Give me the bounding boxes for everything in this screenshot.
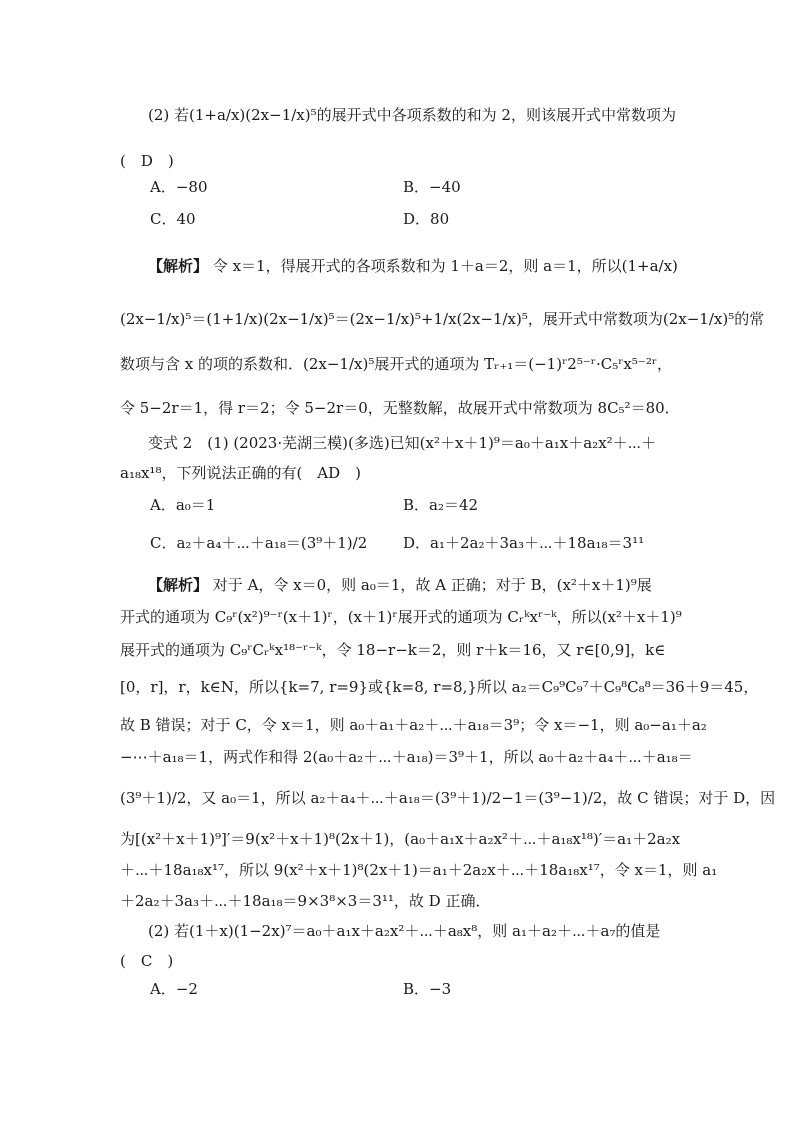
question-2-stem: (2) 若(1+a/x)(2x−1/x)⁵的展开式中各项系数的和为 2，则该展开式中常数项为 xyxy=(148,106,676,124)
option-d: D．a₁＋2a₂＋3a₃＋⋯＋18a₁₈＝3¹¹ xyxy=(403,534,645,552)
solution-line: 数项与含 x 的项的系数和．(2x−1/x)⁵展开式的通项为 Tᵣ₊₁＝(−1)ʳ2⁵⁻ʳ·C₅ʳx⁵⁻²ʳ， xyxy=(120,355,673,373)
solution-line xyxy=(148,255,708,277)
question-2-answer: ( D ) xyxy=(120,152,174,170)
option-b: B．−3 xyxy=(403,980,452,998)
option-d: D．80 xyxy=(403,210,450,228)
solution-line: [0，r]，r，k∈N，所以{k=7, r=9}或{k=8, r=8,}所以 a₂＝C₉⁹C₉⁷＋C₉⁸C₈⁸＝36＋9＝45， xyxy=(120,678,759,696)
solution-line: ＋⋯＋18a₁₈x¹⁷，所以 9(x²＋x＋1)⁸(2x＋1)＝a₁＋2a₂x＋⋯＋18a₁₈x¹⁷，令 x＝1，则 a₁ xyxy=(120,861,718,879)
solution-line: 令 5−2r＝1，得 r＝2；令 5−2r＝0，无整数解，故展开式中常数项为 8C₅²＝80． xyxy=(120,399,680,417)
option-a: A．−80 xyxy=(150,178,208,196)
question-2b-answer: ( C ) xyxy=(120,952,174,970)
solution-tag: 【解析】 xyxy=(148,576,209,594)
variant-2-stem: a₁₈x¹⁸，下列说法正确的有( AD ) xyxy=(120,464,362,482)
solution-text: 令 x＝1，得展开式的各项系数和为 1＋a＝2，则 a＝1，所以(1+a/x) xyxy=(212,257,678,275)
option-b: B．a₂＝42 xyxy=(403,496,479,514)
solution-text: 对于 A，令 x＝0，则 a₀＝1，故 A 正确；对于 B，(x²＋x＋1)⁹展 xyxy=(212,576,652,594)
option-a: A．a₀＝1 xyxy=(150,496,216,514)
solution-line: 为[(x²＋x＋1)⁹]′＝9(x²＋x＋1)⁸(2x＋1)，(a₀＋a₁x＋a₂x²＋⋯＋a₁₈x¹⁸)′＝a₁＋2a₂x xyxy=(120,830,681,848)
solution-tag: 【解析】 xyxy=(148,257,209,275)
variant-2-stem: 变式 2 (1) (2023·芜湖三模)(多选)已知(x²＋x＋1)⁹＝a₀＋a₁x＋a₂x²＋⋯＋ xyxy=(148,434,657,452)
solution-line: −⋯＋a₁₈＝1，两式作和得 2(a₀＋a₂＋⋯＋a₁₈)＝3⁹＋1，所以 a₀＋a₂＋a₄＋⋯＋a₁₈＝ xyxy=(120,748,693,766)
option-b: B．−40 xyxy=(403,178,461,196)
option-a: A．−2 xyxy=(150,980,198,998)
solution-line: 开式的通项为 C₉ʳ(x²)⁹⁻ʳ(x＋1)ʳ，(x＋1)ʳ展开式的通项为 Cᵣᵏxʳ⁻ᵏ，所以(x²＋x＋1)⁹ xyxy=(120,608,682,626)
solution-line: (2x−1/x)⁵＝(1+1/x)(2x−1/x)⁵＝(2x−1/x)⁵+1/x(2x−1/x)⁵，展开式中常数项为(2x−1/x)⁵的常 xyxy=(120,310,765,328)
solution-line: 故 B 错误；对于 C，令 x＝1，则 a₀＋a₁＋a₂＋⋯＋a₁₈＝3⁹；令 x＝−1，则 a₀−a₁＋a₂ xyxy=(120,716,707,734)
solution-line: ＋2a₂＋3a₃＋⋯＋18a₁₈＝9×3⁸×3＝3¹¹，故 D 正确． xyxy=(120,892,491,910)
option-c: C．a₂＋a₄＋⋯＋a₁₈＝(3⁹＋1)/2 xyxy=(150,534,368,552)
solution-line: 展开式的通项为 C₉ʳCᵣᵏx¹⁸⁻ʳ⁻ᵏ，令 18−r−k＝2，则 r＋k＝16，又 r∈[0,9]，k∈ xyxy=(120,641,666,659)
solution-line xyxy=(148,574,708,596)
solution-line: (3⁹＋1)/2，又 a₀＝1，所以 a₂＋a₄＋⋯＋a₁₈＝(3⁹＋1)/2−1＝(3⁹−1)/2，故 C 错误；对于 D，因 xyxy=(120,789,776,807)
question-2b-stem: (2) 若(1＋x)(1−2x)⁷＝a₀＋a₁x＋a₂x²＋⋯＋a₈x⁸，则 a₁＋a₂＋⋯＋a₇的值是 xyxy=(148,922,661,940)
option-c: C．40 xyxy=(150,210,196,228)
